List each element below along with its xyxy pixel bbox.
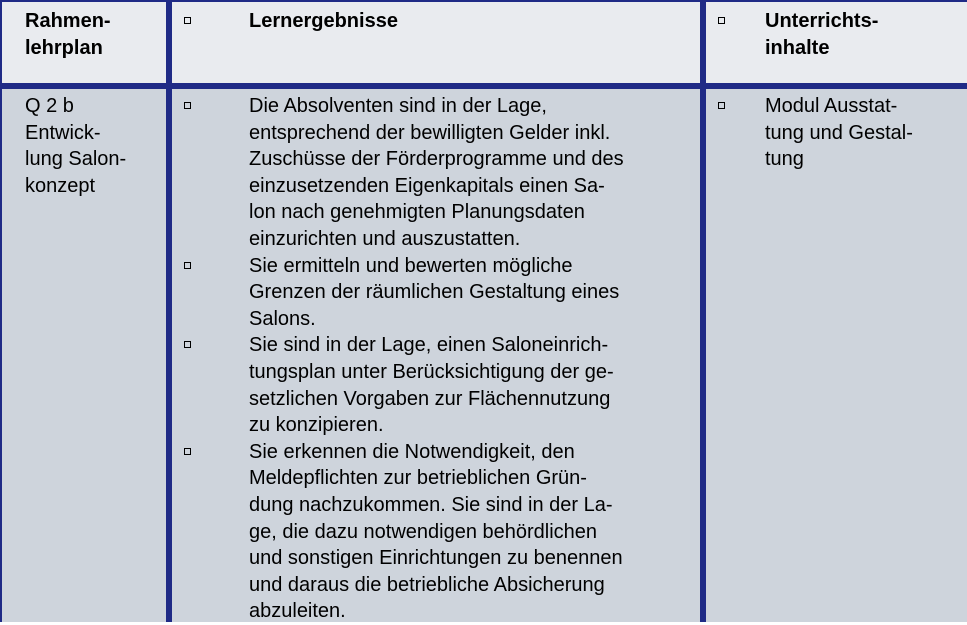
header-text-line: Rahmen- (25, 10, 111, 32)
cell-text-line: und daraus die betriebliche Absicherung (249, 573, 605, 596)
cell-text-line: zu konzipieren. (249, 414, 384, 437)
header-text-line: Lernergebnisse (249, 10, 398, 32)
cell-unterrichtsinhalte (706, 89, 967, 622)
header-rahmenlehrplan (2, 2, 166, 83)
header-unterrichtsinhalte (706, 2, 967, 83)
cell-text-line: abzuleiten. (249, 600, 346, 623)
cell-text-line: ge, die dazu notwendigen behördlichen (249, 520, 598, 543)
cell-text-line: Q 2 b (25, 95, 74, 117)
cell-text-line: lung Salon- (25, 148, 127, 171)
square-bullet-icon (718, 102, 725, 109)
list-item (172, 93, 700, 253)
cell-text-line: Entwick- (25, 121, 101, 144)
cell-text-line: tung (765, 148, 804, 171)
header-text-line: inhalte (765, 36, 830, 59)
cell-text-line: Grenzen der räumlichen Gestaltung eines (249, 281, 620, 304)
cell-rahmenlehrplan (2, 89, 166, 622)
cell-text-line: tungsplan unter Berücksichtigung der ge- (249, 360, 614, 383)
cell-text-line: konzept (25, 174, 96, 197)
square-bullet-icon (184, 102, 191, 109)
cell-text-line: Die Absolventen sind in der Lage, (249, 95, 547, 117)
cell-text-line: Sie ermitteln und bewerten mögliche (249, 254, 573, 277)
square-bullet-icon (718, 17, 725, 24)
cell-text-line: einzurichten und auszustatten. (249, 227, 521, 250)
square-bullet-icon (184, 262, 191, 269)
cell-text-line: Zuschüsse der Förderprogramme und des (249, 148, 624, 171)
cell-text-line: lon nach genehmigten Planungsdaten (249, 201, 585, 224)
square-bullet-icon (184, 448, 191, 455)
cell-text-line: Sie sind in der Lage, einen Saloneinrich- (249, 334, 609, 357)
list-item (172, 439, 700, 625)
cell-text-line: Meldepflichten zur betrieblichen Grün- (249, 467, 587, 490)
square-bullet-icon (184, 17, 191, 24)
list-item (706, 8, 967, 61)
header-lernergebnisse (172, 2, 700, 83)
list-item (172, 253, 700, 333)
cell-text-line: Modul Ausstat- (765, 95, 898, 117)
cell-text-line: setzlichen Vorgaben zur Flächennutzung (249, 387, 611, 410)
cell-text-line: und sonstigen Einrichtungen zu benennen (249, 547, 623, 570)
cell-text-line: entsprechend der bewilligten Gelder inkl. (249, 121, 611, 144)
header-text-line: lehrplan (25, 36, 103, 59)
list-item (706, 93, 967, 173)
list-item (172, 8, 700, 35)
list-item (172, 332, 700, 438)
cell-lernergebnisse (172, 89, 700, 622)
cell-text-line: einzusetzenden Eigenkapitals einen Sa- (249, 174, 605, 197)
cell-text-line: Salons. (249, 307, 316, 330)
header-text-line: Unterrichts- (765, 10, 879, 32)
square-bullet-icon (184, 341, 191, 348)
cell-text-line: tung und Gestal- (765, 121, 913, 144)
cell-text-line: Sie erkennen die Notwendigkeit, den (249, 440, 575, 463)
cell-text-line: dung nachzukommen. Sie sind in der La- (249, 493, 613, 516)
